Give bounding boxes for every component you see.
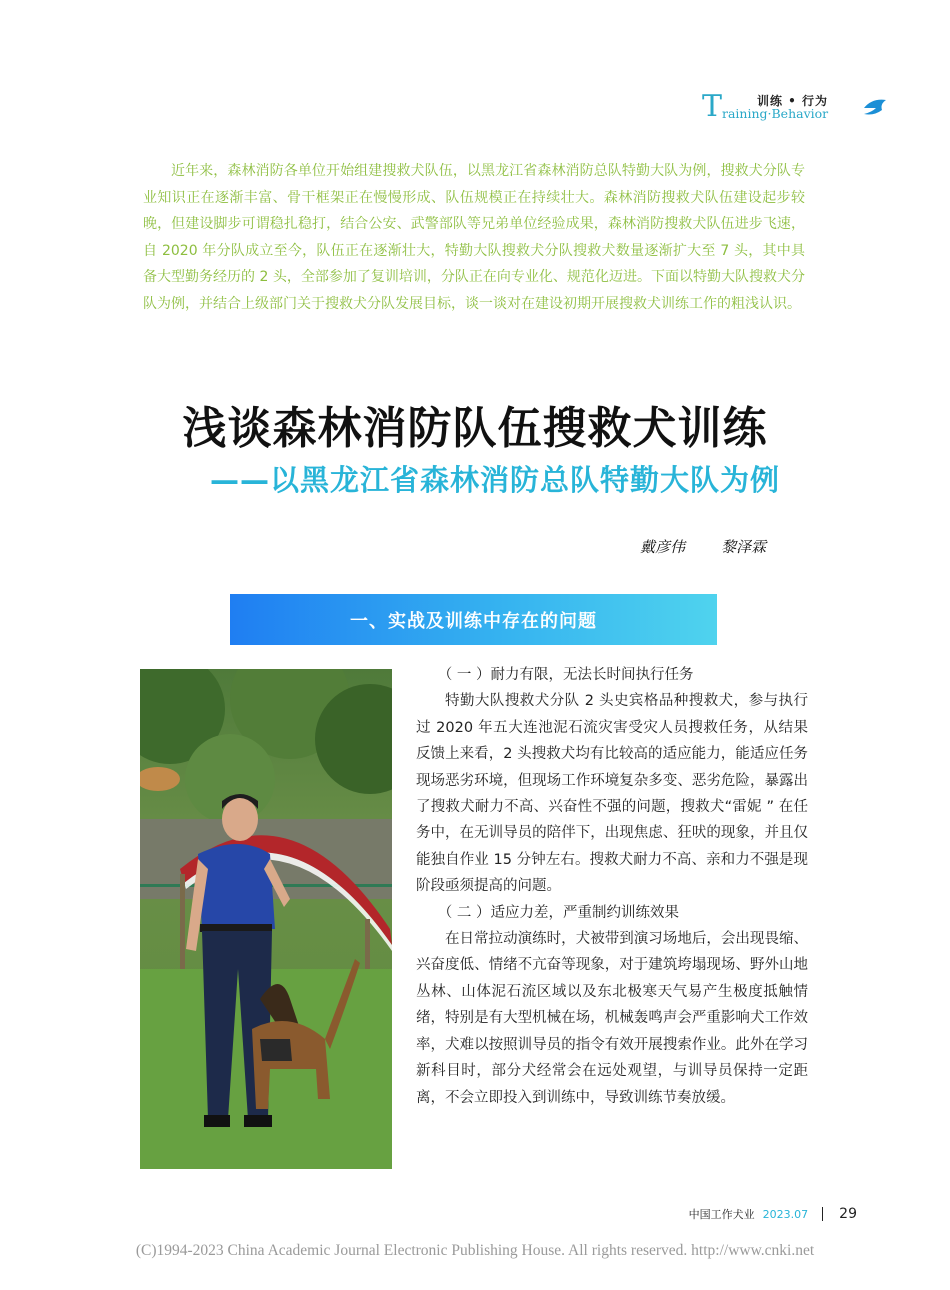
intro-text: 近年来，森林消防各单位开始组建搜救犬队伍，以黑龙江省森林消防总队特勤大队为例，搜救犬分队专业知识正在逐渐丰富、骨干框架正在慢慢形成、队伍规模正在持续壮大。森林消防搜救犬队伍建设起步较晚，但建设脚步可谓稳扎稳打，结合公安、武警部队等兄弟单位经验成果，森林消防搜救犬队伍进步飞速，自 2020 年分队成立至今，队伍正在逐渐壮大，特勤大队搜救犬分队搜救犬数量逐渐扩大至 7 头，其中具备大型勤务经历的 2 头，全部参加了复训培训，分队正在向专业化、规范化迈进。下面以特勤大队搜救犬分队为例，并结合上级部门关于搜救犬分队发展目标，谈一谈对在建设初期开展搜救犬训练工作的粗浅认识。 <box>143 163 805 312</box>
paragraph-2: 在日常拉动演练时，犬被带到演习场地后，会出现畏缩、兴奋度低、情绪不亢奋等现象，对于建筑垮塌现场、野外山地丛林、山体泥石流区域以及东北极寒天气易产生极度抵触情绪，特别是有大型机械在场，机械轰鸣声会严重影响犬工作效率，犬难以按照训导员的指令有效开展搜索作业。此外在学习新科目时，部分犬经常会在远处观望，与训导员保持一定距离，不会立即投入到训练中，导致训练节奏放缓。 <box>416 931 808 1106</box>
issue-date: 2023.07 <box>762 1207 809 1221</box>
author-name: 黎泽霖 <box>720 538 766 556</box>
page-footer <box>689 1206 857 1222</box>
subheading-2: （ 二 ）适应力差，严重制约训练效果 <box>437 904 679 921</box>
footer-divider <box>822 1207 823 1221</box>
column-initial: T <box>702 89 723 124</box>
section-banner <box>230 594 717 645</box>
paragraph-1: 特勤大队搜救犬分队 2 头史宾格品种搜救犬，参与执行过 2020 年五大连池泥石流灾害受灾人员搜救任务，从结果反馈上来看，2 头搜救犬均有比较高的适应能力，能适应任务现场恶劣环境，但现场工作环境复杂多变、恶劣危险，暴露出了搜救犬耐力不高、兴奋性不强的问题，搜救犬“雷妮 ” 在任务中，在无训导员的陪伴下，出现焦虑、狂吠的现象，并且仅能独自作业 15 分钟左右。搜救犬耐力不高、亲和力不强是现阶段亟须提高的问题。 <box>416 693 808 895</box>
article-title: 浅谈森林消防队伍搜救犬训练 <box>182 403 768 454</box>
subheading-1: （ 一 ）耐力有限，无法长时间执行任务 <box>437 667 694 683</box>
intro-abstract <box>143 158 805 317</box>
article-subtitle: ——以黑龙江省森林消防总队特勤大队为例 <box>209 463 780 497</box>
column-name-en: raining·Behavior <box>722 106 829 121</box>
page-number: 29 <box>839 1206 857 1222</box>
author-name: 戴彦伟 <box>639 538 685 556</box>
authors <box>640 536 766 557</box>
copyright-notice: (C)1994-2023 China Academic Journal Electronic Publishing House. All rights reserved. http://www.cnki.net <box>135 1242 815 1259</box>
section-title: 一、实战及训练中存在的问题 <box>350 610 597 632</box>
column-header <box>702 89 862 126</box>
wave-logo-icon <box>862 94 888 118</box>
journal-name: 中国工作犬业 <box>688 1208 755 1221</box>
column-name-cn: 训练 • 行为 <box>757 94 829 108</box>
trainer-with-dog-photo <box>140 669 392 1169</box>
article-body <box>416 662 808 1111</box>
